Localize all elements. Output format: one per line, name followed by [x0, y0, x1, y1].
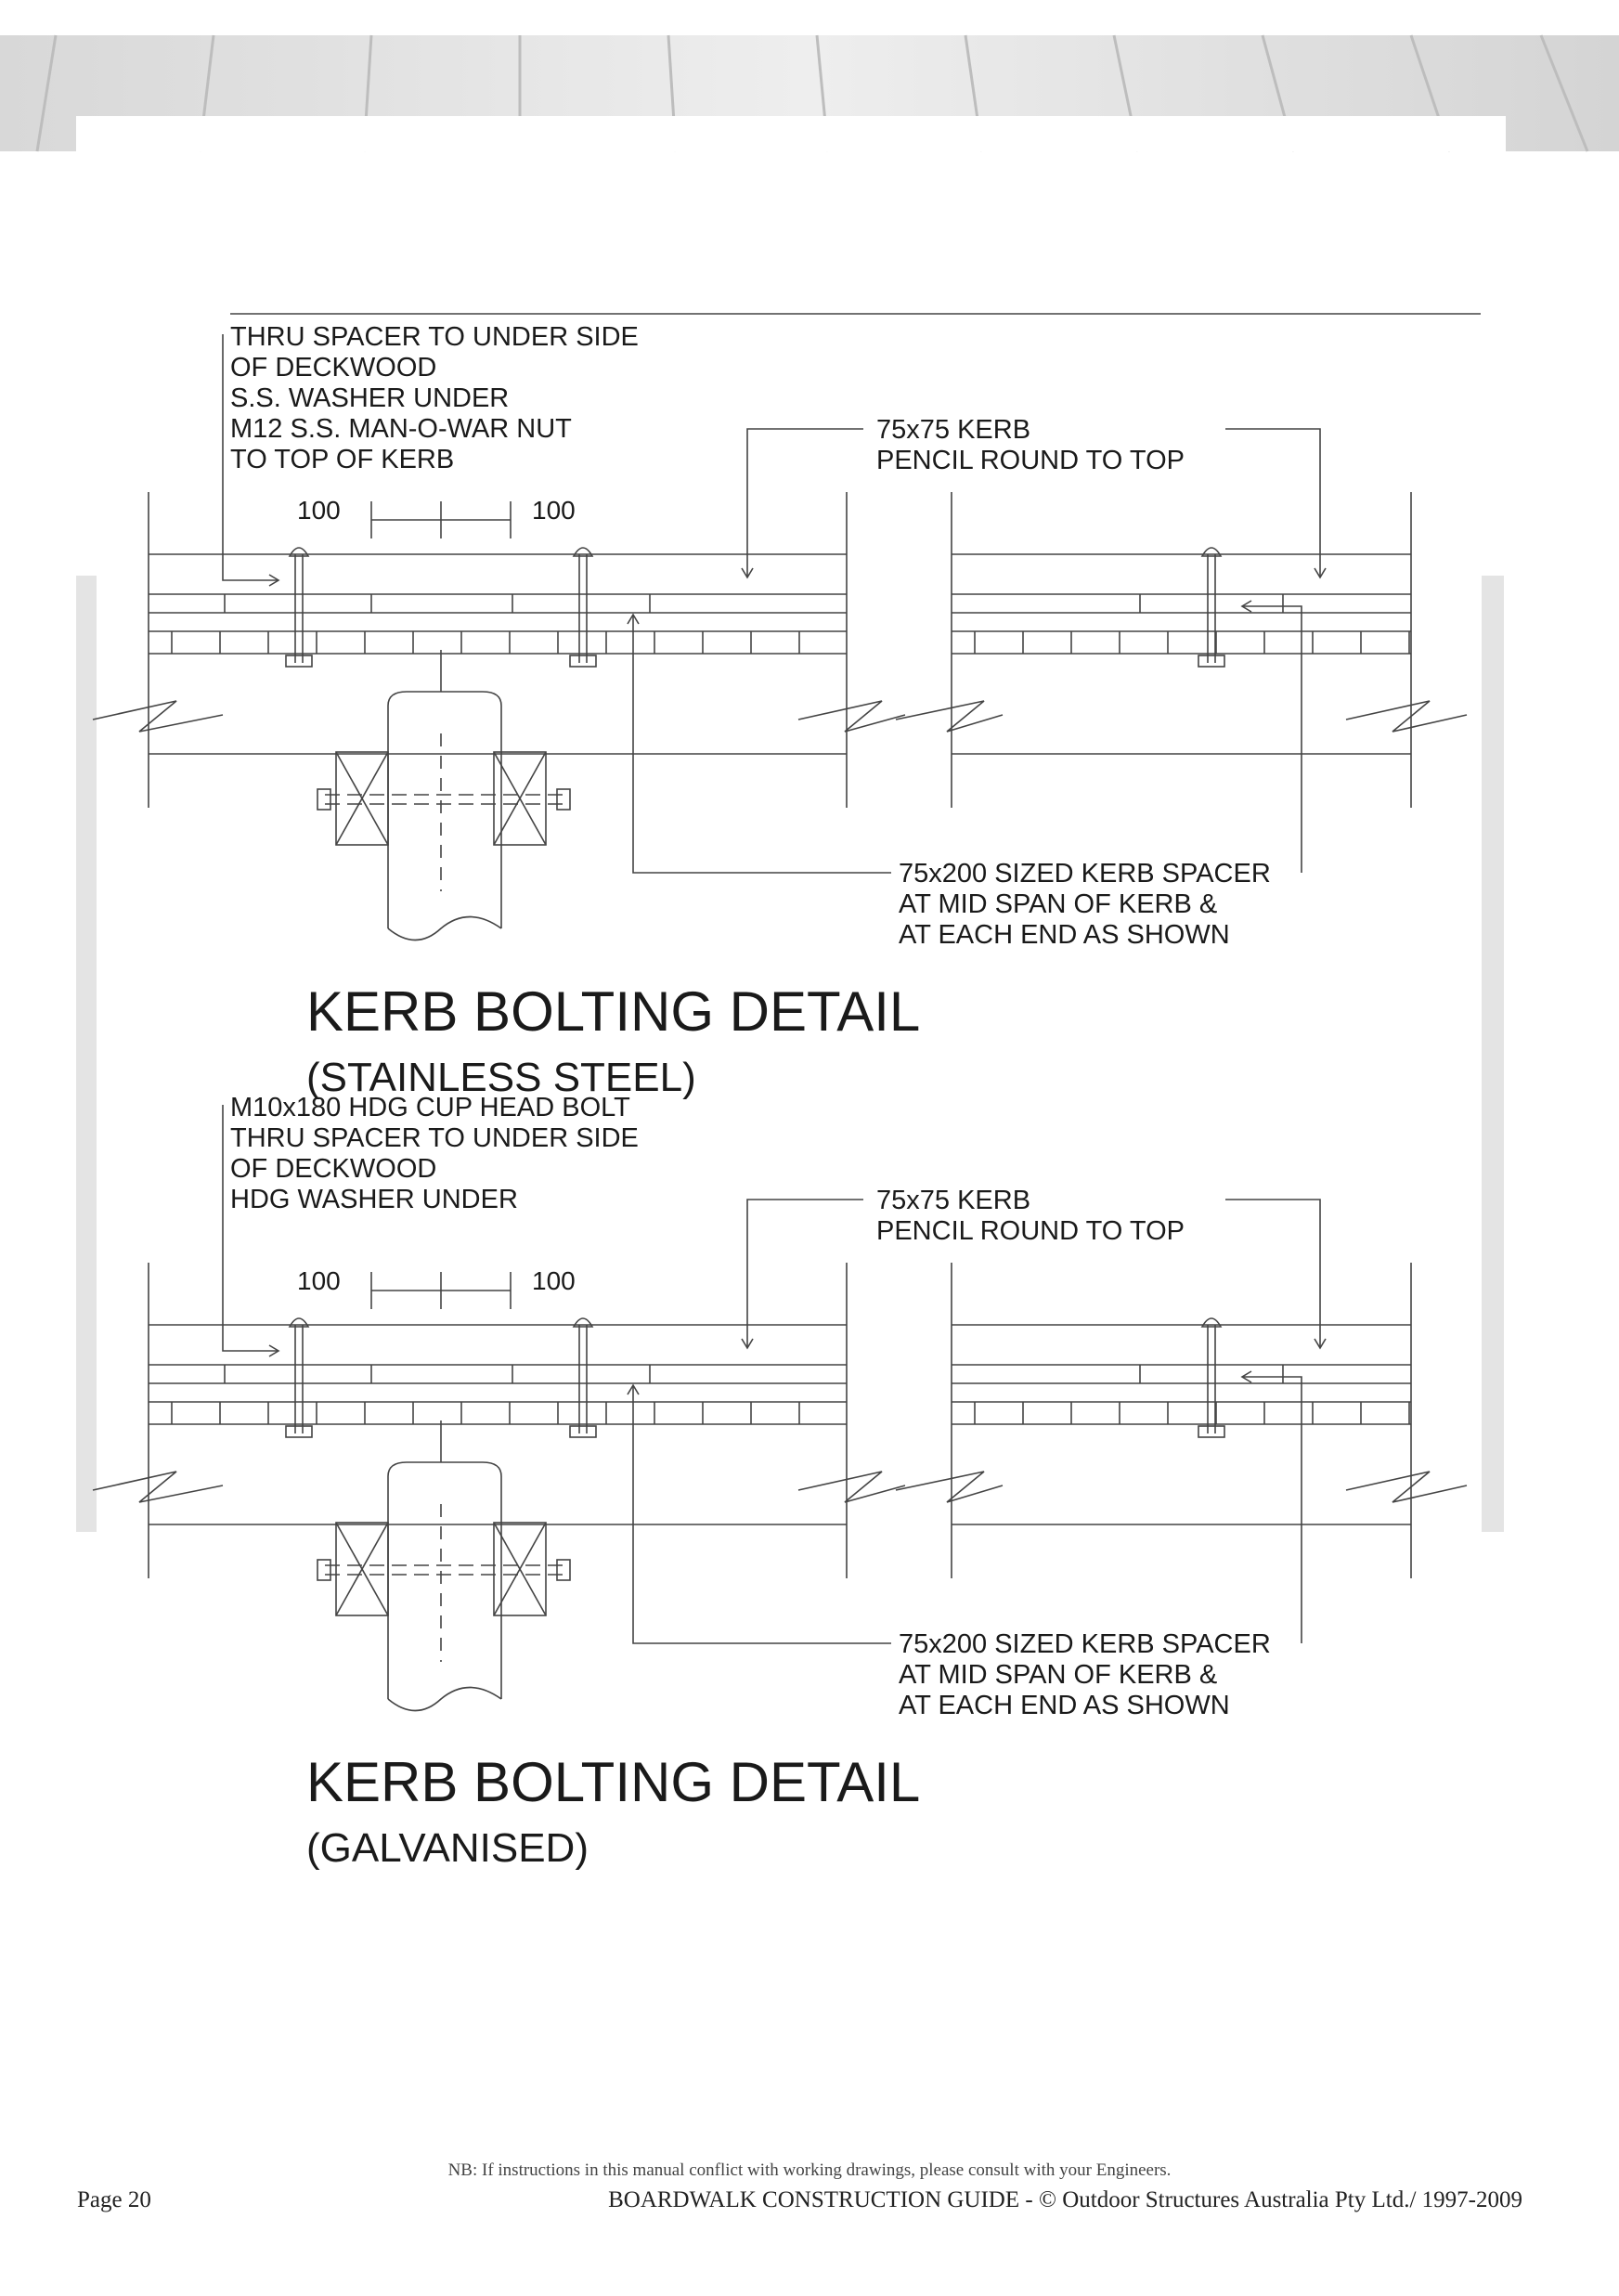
bolt-nut	[570, 1426, 596, 1437]
bolt-note-line: TO TOP OF KERB	[230, 445, 455, 474]
dimension-left-label: 100	[297, 1266, 341, 1295]
spacer-note-line: AT EACH END AS SHOWN	[899, 1691, 1230, 1720]
right-bolt-nut	[1198, 655, 1224, 667]
spacer-note-line: AT MID SPAN OF KERB &	[899, 1660, 1218, 1690]
guide-title: BOARDWALK CONSTRUCTION GUIDE - © Outdoor Structures Australia Pty Ltd./ 1997-2009	[608, 2187, 1522, 2212]
detail-title: KERB BOLTING DETAIL	[306, 980, 921, 1043]
kerb-note-line: 75x75 KERB	[876, 1186, 1031, 1215]
break-line-left	[93, 701, 223, 732]
dimension-left-label: 100	[297, 496, 341, 525]
right-bolt-nut	[1198, 1426, 1224, 1437]
detail-stainless-steel	[93, 314, 1481, 1100]
dimension-right-label: 100	[532, 496, 576, 525]
bolt-nut	[570, 655, 596, 667]
bolt-note-line: OF DECKWOOD	[230, 353, 437, 383]
kerb-note-line: PENCIL ROUND TO TOP	[876, 446, 1185, 475]
kerb-note-leader-right	[1225, 429, 1320, 577]
right-spacer-leader	[1242, 1377, 1302, 1643]
dimension-right-label: 100	[532, 1266, 576, 1295]
post-outline	[388, 1462, 501, 1699]
through-bolt-nut-left	[317, 1560, 330, 1580]
bolt-note-line: THRU SPACER TO UNDER SIDE	[230, 1123, 639, 1153]
bolt-note-line: OF DECKWOOD	[230, 1154, 437, 1184]
detail-galvanised	[93, 1093, 1467, 1871]
break-line-mid	[798, 1472, 905, 1502]
bolt-nut	[286, 655, 312, 667]
right-break-line-left	[896, 1472, 1003, 1502]
right-spacer-leader	[1242, 606, 1302, 873]
bolt-note-line: HDG WASHER UNDER	[230, 1185, 518, 1214]
break-line-left	[93, 1472, 223, 1502]
through-bolt-nut-right	[557, 789, 570, 810]
page-number: Page 20	[77, 2187, 151, 2212]
detail-title: KERB BOLTING DETAIL	[306, 1751, 921, 1813]
through-bolt-nut-left	[317, 789, 330, 810]
post-break	[388, 1688, 501, 1711]
header-decking-banner	[0, 35, 1619, 151]
kerb-note-line: PENCIL ROUND TO TOP	[876, 1216, 1185, 1246]
through-bolt-nut-right	[557, 1560, 570, 1580]
spacer-note-line: AT MID SPAN OF KERB &	[899, 889, 1218, 919]
right-break-line-right	[1346, 1472, 1467, 1502]
spacer-note-line: 75x200 SIZED KERB SPACER	[899, 1629, 1271, 1659]
detail-subtitle: (STAINLESS STEEL)	[306, 1055, 696, 1100]
bolt-note-line: M10x180 HDG CUP HEAD BOLT	[230, 1093, 630, 1122]
footer-note: NB: If instructions in this manual conflict with working drawings, please consult with your Engineers.	[447, 2160, 1172, 2180]
right-side-band	[1482, 576, 1504, 1532]
detail-subtitle: (GALVANISED)	[306, 1825, 589, 1871]
right-break-line-right	[1346, 701, 1467, 732]
spacer-note-line: 75x200 SIZED KERB SPACER	[899, 859, 1271, 889]
spacer-note-line: AT EACH END AS SHOWN	[899, 920, 1230, 950]
kerb-note-leader-right	[1225, 1200, 1320, 1348]
post-outline	[388, 692, 501, 928]
break-line-mid	[798, 701, 905, 732]
bolt-nut	[286, 1426, 312, 1437]
kerb-note-line: 75x75 KERB	[876, 415, 1031, 445]
post-break	[388, 917, 501, 940]
bolt-note-line: THRU SPACER TO UNDER SIDE	[230, 322, 639, 352]
bolt-note-line: S.S. WASHER UNDER	[230, 383, 510, 413]
right-break-line-left	[896, 701, 1003, 732]
bolt-note-line: M12 S.S. MAN-O-WAR NUT	[230, 414, 572, 444]
